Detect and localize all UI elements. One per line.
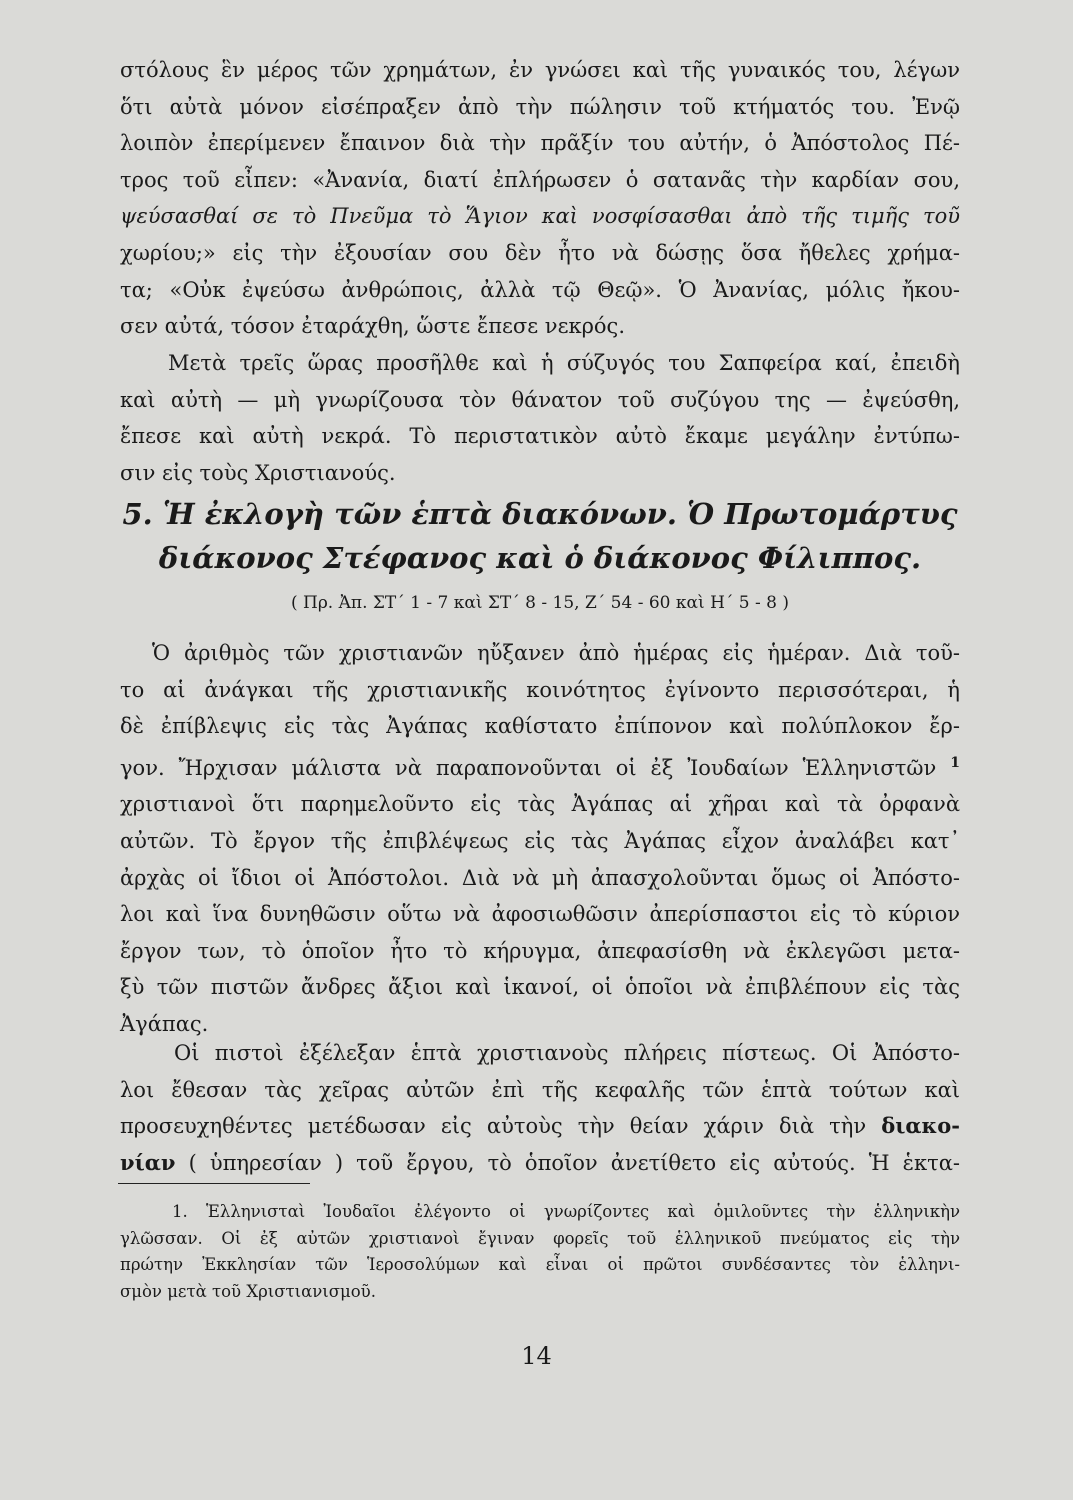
- paragraph-ananias: [120, 52, 960, 345]
- section-heading-line-1: 5. Ἡ ἐκλογὴ τῶν ἑπτὰ διακόνων. Ὁ Πρωτομάρτυς: [122, 497, 958, 531]
- text-segment: ( ὑπηρεσίαν ) τοῦ ἔργου, τὸ ὁποῖον ἀνετίθετο εἰς αὐτούς. Ἡ ἑκτα-: [188, 1150, 960, 1175]
- text-line: σεν αὐτά, τόσον ἐταράχθη, ὥστε ἔπεσε νεκρός.: [120, 314, 625, 339]
- text-line: αὐτῶν. Τὸ ἔργον τῆς ἐπιβλέψεως εἰς τὰς Ἀγάπας εἶχον ἀναλάβει κατ᾽: [120, 828, 960, 853]
- paragraph-deacons-need: [120, 635, 960, 1043]
- scripture-reference: ( Πρ. Ἀπ. ΣΤ΄ 1 - 7 καὶ ΣΤ΄ 8 - 15, Ζ΄ 54 - 60 καὶ Η΄ 5 - 8 ): [290, 593, 790, 613]
- footnote-line: 1. Ἑλληνισταὶ Ἰουδαῖοι ἐλέγοντο οἱ γνωρίζοντες καὶ ὁμιλοῦντες τὴν ἑλληνικὴν: [172, 1202, 960, 1221]
- text-line: σιν εἰς τοὺς Χριστιανούς.: [120, 460, 396, 485]
- text-line: λοι καὶ ἵνα δυνηθῶσιν οὕτω νὰ ἀφοσιωθῶσιν ἀπερίσπαστοι εἰς τὸ κύριον: [120, 902, 960, 927]
- bold-term: νίαν: [120, 1149, 176, 1175]
- text-line: Ὁ ἀριθμὸς τῶν χριστιανῶν ηὔξανεν ἀπὸ ἡμέρας εἰς ἡμέραν. Διὰ τοῦ-: [152, 641, 960, 665]
- text-line: λοιπὸν ἐπερίμενεν ἔπαινον διὰ τὴν πρᾶξίν του αὐτήν, ὁ Ἀπόστολος Πέ-: [120, 131, 960, 156]
- text-line: ξὺ τῶν πιστῶν ἄνδρες ἄξιοι καὶ ἱκανοί, οἱ ὁποῖοι νὰ ἐπιβλέπουν εἰς τὰς: [120, 975, 960, 1000]
- paragraph-sapphira: [120, 345, 960, 491]
- text-line: λοι ἔθεσαν τὰς χεῖρας αὐτῶν ἐπὶ τῆς κεφαλῆς τῶν ἑπτὰ τούτων καὶ: [120, 1077, 960, 1102]
- paragraph-seven-chosen: [120, 1035, 960, 1181]
- text-line: στόλους ἓν μέρος τῶν χρημάτων, ἐν γνώσει καὶ τῆς γυναικός του, λέγων: [120, 58, 960, 82]
- footnote: [120, 1199, 960, 1305]
- text-line: ἔπεσε καὶ αὐτὴ νεκρά. Τὸ περιστατικὸν αὐτὸ ἔκαμε μεγάλην ἐντύπω-: [120, 424, 960, 449]
- text-line: χωρίου;» εἰς τὴν ἐξουσίαν σου δὲν ἦτο νὰ δώσῃς ὅσα ἤθελες χρήμα-: [120, 240, 960, 265]
- footnote-line: γλῶσσαν. Οἱ ἐξ αὐτῶν χριστιανοὶ ἔγιναν φορεῖς τοῦ ἑλληνικοῦ πνεύματος εἰς τὴν: [120, 1228, 960, 1248]
- text-line: ἀρχὰς οἱ ἴδιοι οἱ Ἀπόστολοι. Διὰ νὰ μὴ ἀπασχολοῦνται ὅμως οἱ Ἀπόστο-: [120, 865, 960, 890]
- text-line-with-bold: [120, 1145, 960, 1182]
- section-heading-line-2: διάκονος Στέφανος καὶ ὁ διάκονος Φίλιππος.: [158, 541, 922, 575]
- page-number: 14: [521, 1342, 552, 1370]
- text-line: ψεύσασθαί σε τὸ Πνεῦμα τὸ Ἅγιον καὶ νοσφίσασθαι ἀπὸ τῆς τιμῆς τοῦ: [120, 204, 960, 229]
- text-line: Οἱ πιστοὶ ἐξέλεξαν ἑπτὰ χριστιανοὺς πλήρεις πίστεως. Οἱ Ἀπόστο-: [174, 1041, 960, 1065]
- text-line: ἔργον των, τὸ ὁποῖον ἦτο τὸ κήρυγμα, ἀπεφασίσθη νὰ ἐκλεγῶσι μετα-: [120, 938, 960, 963]
- text-line: χριστιανοὶ ὅτι παρημελοῦντο εἰς τὰς Ἀγάπας αἱ χῆραι καὶ τὰ ὀρφανὰ: [120, 792, 960, 817]
- text-line-with-bold: [120, 1108, 960, 1145]
- text-line: Μετὰ τρεῖς ὥρας προσῆλθε καὶ ἡ σύζυγός του Σαπφείρα καί, ἐπειδὴ: [168, 351, 960, 375]
- text-line-with-footnote: [120, 745, 960, 787]
- text-line: δὲ ἐπίβλεψις εἰς τὰς Ἀγάπας καθίστατο ἐπίπονον καὶ πολύπλοκον ἔρ-: [120, 714, 960, 739]
- footnote-marker: 1: [950, 754, 960, 771]
- text-line: το αἱ ἀνάγκαι τῆς χριστιανικῆς κοινότητος ἐγίνοντο περισσότεραι, ἡ: [120, 677, 960, 702]
- bold-term: διακο-: [881, 1113, 960, 1139]
- footnote-line: σμὸν μετὰ τοῦ Χριστιανισμοῦ.: [120, 1281, 376, 1301]
- text-line: καὶ αὐτὴ — μὴ γνωρίζουσα τὸν θάνατον τοῦ συζύγου της — ἐψεύσθη,: [120, 387, 960, 412]
- footnote-line: πρώτην Ἐκκλησίαν τῶν Ἱεροσολύμων καὶ εἶναι οἱ πρῶτοι συνδέσαντες τὸν ἑλληνι-: [120, 1255, 960, 1274]
- text-segment: γον. Ἤρχισαν μάλιστα νὰ παραπονοῦνται οἱ ἐξ Ἰουδαίων Ἑλληνιστῶν: [120, 755, 937, 780]
- text-line: ὅτι αὐτὰ μόνον εἰσέπραξεν ἀπὸ τὴν πώλησιν τοῦ κτήματός του. Ἐνῷ: [120, 94, 960, 119]
- text-line: τρος τοῦ εἶπεν: «Ἀνανία, διατί ἐπλήρωσεν ὁ σατανᾶς τὴν καρδίαν σου,: [120, 167, 960, 192]
- footnote-divider: [118, 1183, 310, 1184]
- text-line: Ἀγάπας.: [120, 1011, 209, 1036]
- text-line: τα; «Οὐκ ἐψεύσω ἀνθρώποις, ἀλλὰ τῷ Θεῷ». Ὁ Ἀνανίας, μόλις ἤκου-: [120, 277, 960, 302]
- text-segment: προσευχηθέντες μετέδωσαν εἰς αὐτοὺς τὴν θείαν χάριν διὰ τὴν: [120, 1114, 867, 1139]
